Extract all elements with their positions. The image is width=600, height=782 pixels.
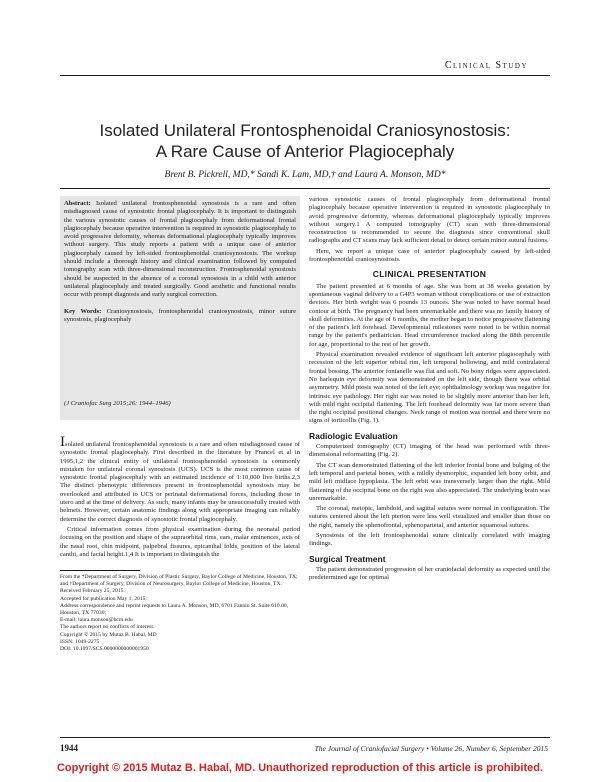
paragraph-continued: various synostotic causes of frontal plagiocephaly from deformational frontal plagiocephaly because operative intervention is required in synostotic plagiocephaly to avoid progressive deformity, whereas deformational plagiocephaly typically improves without surgery.1 A computed tomography (CT) scan with three-dimensional reconstruction is recommended to secure the diagnosis since conventional skull radiographs and CT scans may lack sufficient detail to detect certain minor sutural fusions. bbox=[309, 196, 550, 245]
keywords: Craniosynostosis, frontosphenoidal craniosynostosis, minor suture synostosis, plagiocephaly bbox=[64, 307, 297, 323]
footnote-conflicts: The authors report no conflicts of interest. bbox=[60, 624, 155, 631]
title-line-1: Isolated Unilateral Frontosphenoidal Craniosynostosis: bbox=[99, 121, 511, 140]
heading-clinical-presentation: CLINICAL PRESENTATION bbox=[372, 269, 487, 280]
radiologic-paragraph-3: The coronal, metopic, lambdoid, and sagittal sutures were normal in configuration. The sutures centered about the left pterion were less well visualized and smaller than those on the right, namely the sphenofrontal, sphenoparietal, and anterior squamosal sutures. bbox=[309, 505, 550, 529]
footnote-accepted: Accepted for publication May 1, 2015. bbox=[60, 595, 147, 602]
heading-radiologic-evaluation: Radiologic Evaluation bbox=[309, 430, 398, 441]
citation: (J Craniofac Surg 2015;26: 1944–1946) bbox=[64, 400, 171, 407]
abstract-body: Isolated unilateral frontosphenoidal synostosis is a rare and often misdiagnosed cause of synostotic frontal plagiocephaly. It is important to distinguish the various synostotic causes of frontal plagiocephaly from deformational frontal plagiocephaly because operative intervention is required in synostotic plagiocephaly to avoid progressive deformity, whereas deformational plagiocephaly typically improves without surgery. This study reports a patient with a unique case of anterior plagiocephaly caused by left-sided frontosphenoidal craniosynostosis. The workup should include a thorough history and clinical examination followed by computed tomography scan with three-dimensional reconstruction. Frontosphenoidal synostosis should be suspected in the absence of a coronal synostosis in a child with anterior unilateral plagiocephaly and treated surgically. Good aesthetic and functional results occur with prompt diagnosis and early surgical correction. bbox=[64, 200, 296, 299]
intro-paragraph-2: Critical information comes from physical examination during the neonatal period focusing on the position and shape of the supraorbital rims, ears, malar eminences, axis of the nasal root, chin midpoint, palpebral fissures, epicanthal folds, position of the lateral canthi, and facial height.1,4 It is important to distinguish the bbox=[60, 525, 300, 558]
footnote-email: E-mail: laura.monson@bcm.edu bbox=[60, 617, 133, 624]
journal-citation: The Journal of Craniofacial Surgery • Volume 26, Number 6, September 2015 bbox=[314, 744, 548, 753]
footer-rule bbox=[60, 737, 550, 738]
clinical-paragraph-2: Physical examination revealed evidence of significant left anterior plagiocephaly with recession of the left superior orbital rim, left temporal hollowing, and mild contralateral frontal bossing. The anterior fontanelle was flat and soft. No bony ridges were appreciated. No harlequin eye deformity was demonstrated on the left side, though there was orbital asymmetry. Mild ptosis was noted of the left eye; ophthalmology workup was negative for intrinsic eye pathology. Her right ear was noted to be slightly more anterior than her left, with mild right occipital flattening. The left forehead deformity was far more severe than the right occipital positional changes. Neck range of motion was normal and there were no signs of torticollis (Fig. 1). bbox=[309, 351, 550, 425]
copyright-notice: Copyright © 2015 Mutaz B. Habal, MD. Unauthorized reproduction of this article is prohibited. bbox=[56, 762, 544, 774]
radiologic-paragraph-4: Synostosis of the left frontosphenoidal suture clinically correlated with imaging findings. bbox=[309, 531, 550, 548]
surgical-paragraph-1: The patient demonstrated progression of her craniofacial deformity as expected until the predetermined age for optimal bbox=[309, 565, 550, 582]
footnote-address: Address correspondence and reprint requests to Laura A. Monson, MD, 6701 Fannin St. Suite 610.00, Houston, TX 77030; bbox=[60, 602, 289, 617]
header-rule bbox=[60, 75, 550, 76]
heading-surgical-treatment: Surgical Treatment bbox=[309, 553, 386, 564]
author-list: Brent B. Pickrell, MD,* Sandi K. Lam, MD,† and Laura A. Monson, MD* bbox=[164, 170, 446, 180]
clinical-paragraph-1: The patient presented at 6 months of age. She was born at 38 weeks gestation by spontaneous vaginal delivery to a G4P3 woman without complications or use of extraction devices. Her birth weight was 6 pounds 13 ounces. She was noted to have normal head contour at birth. The pregnancy had been unremarkable and there was no family history of skull deformities. At the age of 6 months, the mother began to notice progressive flattening of the patient's left forehead. Developmental milestones were noted to be within normal range by the patient's pediatrician. Head circumference tracked along the 88th percentile for age, proportional to the rest of her growth. bbox=[309, 282, 550, 348]
page-number: 1944 bbox=[60, 743, 78, 753]
title-line-2: A Rare Cause of Anterior Plagiocephaly bbox=[155, 142, 455, 161]
abstract-label: Abstract: bbox=[64, 200, 91, 207]
footnote-received: Received February 25, 2015. bbox=[60, 588, 125, 595]
footnote-affiliation: From the *Department of Surgery, Division of Plastic Surgery, Baylor College of Medicine, Houston, TX; and †Department of Surgery, Division of Neurosurgery, Baylor College of Medicine, Houston, TX. bbox=[60, 574, 298, 588]
footnotes bbox=[60, 574, 300, 653]
footnote-rule bbox=[60, 570, 140, 571]
article-title bbox=[60, 120, 550, 162]
section-label: Clinical Study bbox=[444, 60, 528, 71]
footnote-doi: DOI: 10.1097/SCS.0000000000001950 bbox=[60, 646, 149, 653]
intro-paragraph-1: solated unilateral frontosphenoidal synostosis is a rare and often misdiagnosed cause of synostotic frontal plagiocephaly. First described in the literature by Francel et al in 1995,1,2 the clinical entity of unilateral frontosphenoidal synostosis is commonly mistaken for unilateral coronal synostosis (UCS). UCS is the most common cause of synostotic frontal plagiocephaly with an estimated incidence of 1:10,000 live births.2,3 The distinct phenotypic differences present in frontosphenoidal synostosis may be overlooked and attributed to UCS or perinatal deformational forces, including those in utero and at the time of delivery. As such, many infants may be unsuccessfully treated with helmets. However, certain anatomic findings along with appropriate imaging can reliably determine the correct diagnosis of synostotic frontal plagiocephaly. bbox=[60, 441, 300, 523]
paragraph-report: Here, we report a unique case of anterior plagiocephaly caused by left-sided frontosphenoidal craniosynostosis. bbox=[309, 247, 550, 264]
drop-cap: I bbox=[60, 434, 65, 450]
radiologic-paragraph-1: Computerized tomography (CT) imaging of the head was performed with three-dimensional reformatting (Fig. 2). bbox=[309, 443, 550, 459]
right-column bbox=[309, 196, 550, 584]
intro-section bbox=[60, 434, 300, 561]
footnote-issn: ISSN: 1049-2275 bbox=[60, 638, 100, 645]
keywords-label: Key Words: bbox=[64, 307, 102, 315]
author-rule bbox=[60, 188, 550, 189]
footnote-copyright: Copyright © 2015 by Mutaz B. Habal, MD bbox=[60, 631, 157, 638]
radiologic-paragraph-2: The CT scan demonstrated flattening of the left inferior frontal bone and bulging of the left temporal and parietal bones, with a mildly dysmorphic, expanded left bony orbit, and mild left midface hypoplasia. The left orbit was transversely larger than the right. Mild flattening of the occipital bone on the right was also appreciated. The underlying brain was unremarkable. bbox=[309, 461, 550, 502]
abstract bbox=[64, 200, 296, 326]
